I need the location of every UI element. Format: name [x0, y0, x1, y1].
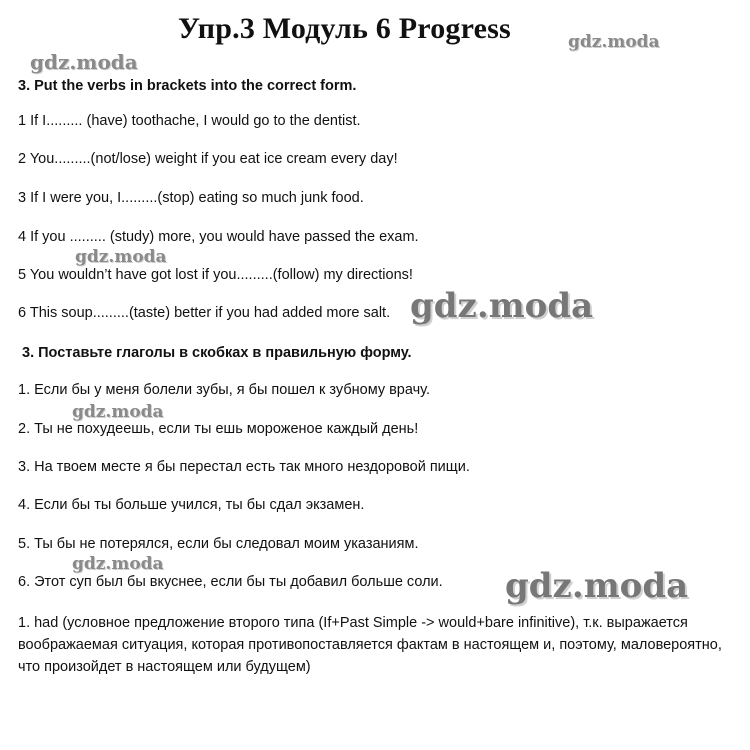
english-item-1: 1 If I......... (have) toothache, I would go to the dentist. — [18, 113, 361, 129]
russian-item-1: 1. Если бы у меня болели зубы, я бы пошел к зубному врачу. — [18, 382, 430, 398]
english-item-5: 5 You wouldn’t have got lost if you.........(follow) my directions! — [18, 267, 413, 283]
english-item-6: 6 This soup.........(taste) better if you had added more salt. — [18, 305, 391, 321]
watermark: gdz.moda — [568, 32, 660, 52]
english-heading: 3. Put the verbs in brackets into the correct form. — [18, 78, 357, 94]
watermark: gdz.moda — [75, 247, 167, 267]
answer-explanation: 1. had (условное предложение второго типа (If+Past Simple -> would+bare infinitive), т.к. выражается воображаемая ситуация, которая противопоставляется фактам в настоящем и, поэтому, маловероятно, что произойдет в настоящем или будущем) — [18, 615, 722, 675]
watermark: gdz.moda — [410, 286, 594, 326]
watermark: gdz.moda — [72, 554, 164, 574]
english-item-3: 3 If I were you, I.........(stop) eating so much junk food. — [18, 190, 364, 206]
russian-item-5: 5. Ты бы не потерялся, если бы следовал моим указаниям. — [18, 536, 419, 552]
watermark: gdz.moda — [72, 402, 164, 422]
english-item-4: 4 If you ......... (study) more, you would have passed the exam. — [18, 229, 419, 245]
watermark: gdz.moda — [30, 50, 138, 74]
watermark: gdz.moda — [505, 566, 689, 606]
russian-item-4: 4. Если бы ты больше учился, ты бы сдал экзамен. — [18, 497, 365, 513]
russian-item-3: 3. На твоем месте я бы перестал есть так много нездоровой пищи. — [18, 459, 470, 475]
russian-heading: 3. Поставьте глаголы в скобках в правильную форму. — [22, 345, 412, 361]
russian-item-6: 6. Этот суп был бы вкуснее, если бы ты добавил больше соли. — [18, 574, 443, 590]
english-item-2: 2 You.........(not/lose) weight if you eat ice cream every day! — [18, 151, 398, 167]
russian-item-2: 2. Ты не похудеешь, если ты ешь мороженое каждый день! — [18, 421, 419, 437]
page-title: Упр.3 Модуль 6 Progress — [178, 12, 511, 45]
